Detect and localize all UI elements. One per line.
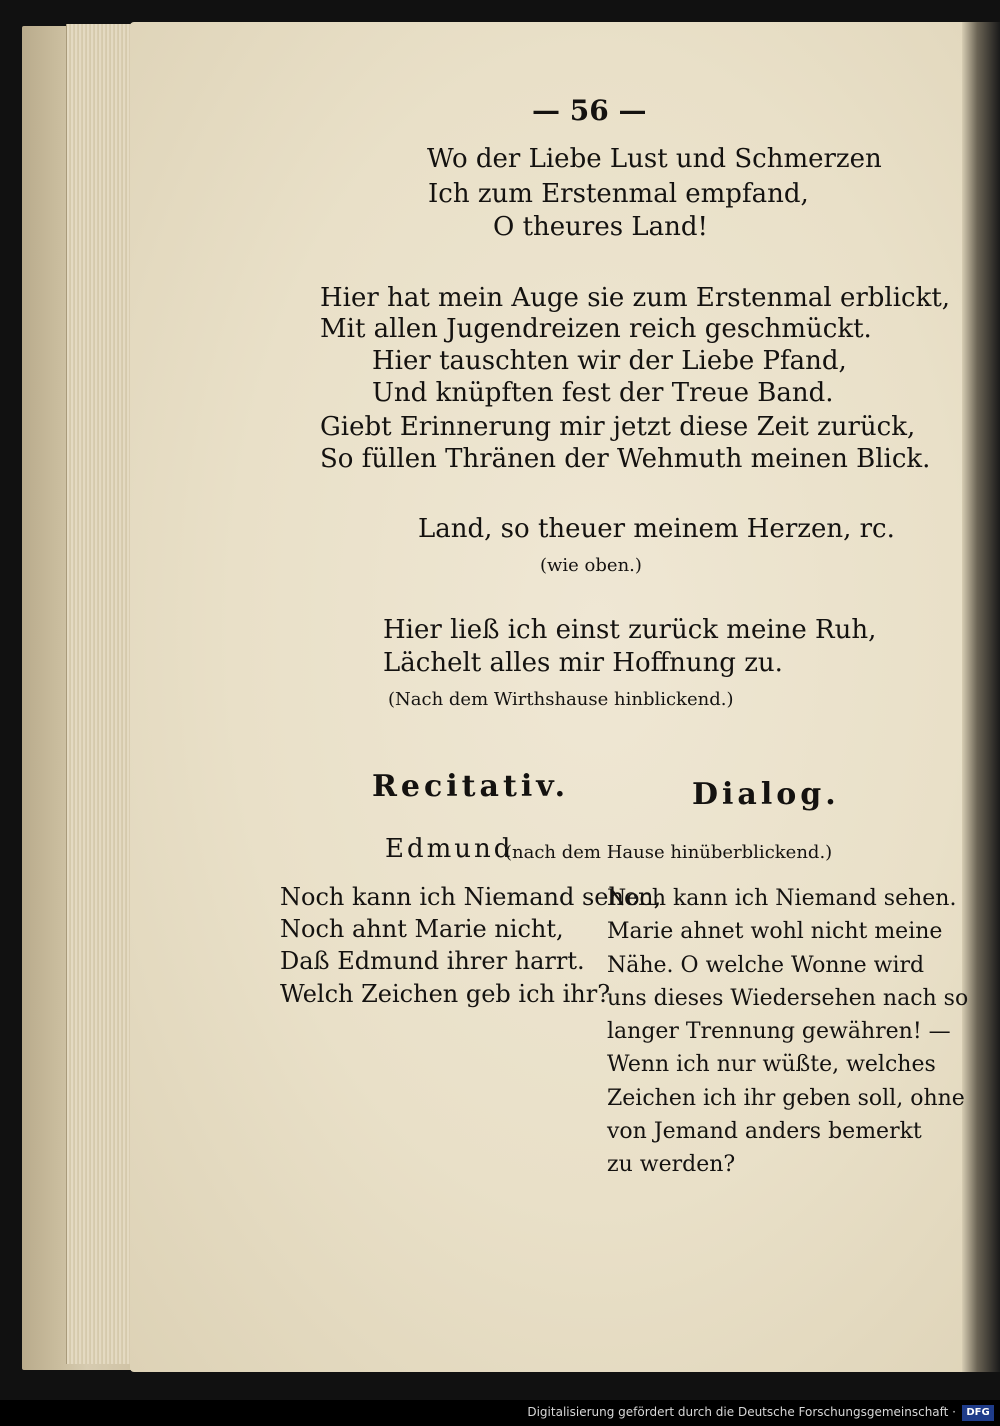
heading-recitativ: Recitativ. [372,769,570,804]
dialog-line-6: Wenn ich nur wüßte, welches [607,1052,936,1077]
refrain-line: Land, so theuer meinem Herzen, rc. [418,514,895,544]
dialog-line-8: von Jemand anders bemerkt [607,1119,922,1144]
dialog-line-2: Marie ahnet wohl nicht meine [607,919,943,944]
dialog-line-9: zu werden? [607,1152,736,1177]
recitativ-line-3: Daß Edmund ihrer harrt. [280,947,585,975]
funding-credit: Digitalisierung gefördert durch die Deutsche Forschungsgemeinschaft · [527,1405,956,1419]
dialog-line-5: langer Trennung gewähren! — [607,1019,951,1044]
stanza1-line-3: O theures Land! [493,212,708,242]
dfg-logo: DFG [962,1405,994,1421]
page-gutter [962,22,1000,1372]
recitativ-line-1: Noch kann ich Niemand sehen, [280,883,662,911]
stanza2-line-1: Hier hat mein Auge sie zum Erstenmal erblickt, [320,283,951,313]
refrain-note: (wie oben.) [540,555,642,576]
stage-direction: (Nach dem Wirthshause hinblickend.) [388,689,734,710]
stanza3-line-1: Hier ließ ich einst zurück meine Ruh, [383,615,877,645]
recitativ-line-4: Welch Zeichen geb ich ihr? [280,980,611,1008]
dialog-line-1: Noch kann ich Niemand sehen. [607,886,957,911]
stanza2-line-2: Mit allen Jugendreizen reich geschmückt. [320,314,872,344]
stanza3-line-2: Lächelt alles mir Hoffnung zu. [383,648,783,678]
speaker-note: (nach dem Hause hinüberblickend.) [505,842,833,863]
dialog-line-7: Zeichen ich ihr geben soll, ohne [607,1086,965,1111]
recitativ-line-2: Noch ahnt Marie nicht, [280,915,564,943]
stanza2-line-5: Giebt Erinnerung mir jetzt diese Zeit zurück, [320,412,916,442]
footer-bar [0,1400,1000,1426]
heading-dialog: Dialog. [692,777,840,812]
speaker-name: Edmund [385,834,514,864]
stanza1-line-1: Wo der Liebe Lust und Schmerzen [427,144,882,174]
page-number: — 56 — [532,94,647,127]
stanza2-line-4: Und knüpften fest der Treue Band. [372,378,834,408]
dialog-line-3: Nähe. O welche Wonne wird [607,953,925,978]
dialog-line-4: uns dieses Wiedersehen nach so [607,986,969,1011]
stanza2-line-3: Hier tauschten wir der Liebe Pfand, [372,346,847,376]
stanza2-line-6: So füllen Thränen der Wehmuth meinen Blick. [320,444,931,474]
stanza1-line-2: Ich zum Erstenmal empfand, [428,179,809,209]
